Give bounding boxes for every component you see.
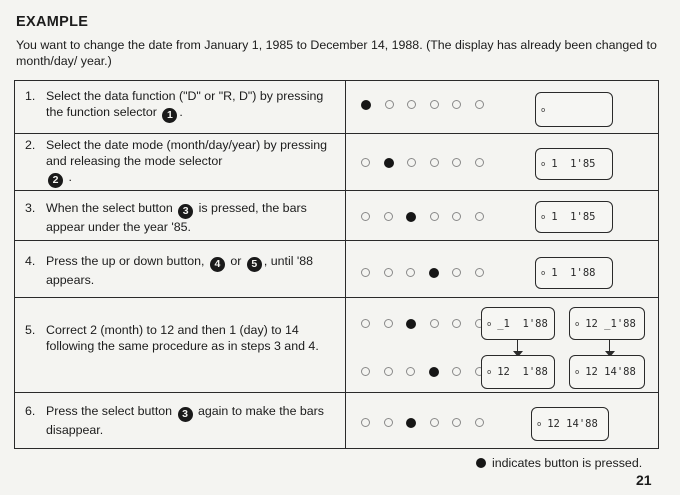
steps-table — [14, 80, 659, 449]
button-pressed-dot — [429, 367, 439, 377]
step-text-part: or — [230, 254, 242, 268]
step-row-4 — [15, 241, 658, 298]
button-indicator-row — [361, 367, 497, 377]
lcd-display — [569, 355, 645, 389]
step-text-part: Press the up or down button, — [46, 254, 205, 268]
button-indicator-dot — [384, 319, 393, 328]
button-number-badge: 4 — [210, 257, 225, 272]
button-indicator-dot — [452, 212, 461, 221]
button-indicator-row — [361, 212, 497, 222]
step-text-part: is pressed, the bars appear under the year '85. — [46, 201, 307, 234]
step-text — [46, 88, 335, 123]
display-point-icon: o — [541, 160, 546, 168]
button-indicator-row — [361, 418, 497, 428]
button-indicator-dot — [384, 418, 393, 427]
step-instruction — [25, 200, 335, 235]
display-readout: 1 1'85 — [551, 158, 596, 170]
step-text-part: again to make the bars disappear. — [46, 404, 325, 437]
button-indicator-dot — [361, 418, 370, 427]
button-number-badge: 5 — [247, 257, 262, 272]
button-indicator-dot — [430, 418, 439, 427]
step-text — [46, 403, 335, 438]
button-indicator-dot — [384, 268, 393, 277]
button-indicator-dot — [406, 268, 415, 277]
lcd-display — [535, 148, 613, 180]
lcd-display — [535, 201, 613, 233]
button-pressed-dot — [361, 100, 371, 110]
step-number: 4. — [25, 254, 36, 268]
step-text-part: Select the date mode (month/day/year) by pressing and releasing the mode selector — [46, 138, 328, 168]
step-number: 1. — [25, 89, 36, 103]
lcd-display — [535, 92, 613, 127]
button-indicator-dot — [475, 158, 484, 167]
button-indicator-dot — [407, 158, 416, 167]
display-point-icon: o — [541, 105, 546, 114]
lcd-display — [569, 307, 645, 340]
button-indicator-dot — [475, 268, 484, 277]
step-number: 3. — [25, 201, 36, 215]
button-number-badge: 1 — [162, 108, 177, 123]
example-heading: EXAMPLE — [16, 14, 89, 30]
button-indicator-dot — [361, 158, 370, 167]
display-readout: 12 _1'88 — [585, 317, 636, 330]
button-indicator-dot — [406, 367, 415, 376]
step-text — [46, 200, 335, 235]
step-text-part: . — [68, 170, 72, 184]
button-indicator-dot — [452, 367, 461, 376]
button-indicator-dot — [452, 418, 461, 427]
button-indicator-dot — [430, 212, 439, 221]
step-instruction — [25, 137, 335, 188]
step-text-part: Press the select button — [46, 404, 173, 418]
button-pressed-dot — [384, 158, 394, 168]
display-point-icon: o — [575, 368, 580, 376]
step-text-part: . — [179, 105, 183, 119]
button-indicator-dot — [430, 319, 439, 328]
button-indicator-dot — [475, 100, 484, 109]
pressed-dot-icon — [476, 458, 486, 468]
step-number: 2. — [25, 138, 36, 152]
step-row-2 — [15, 134, 658, 191]
display-point-icon: o — [575, 319, 580, 328]
button-indicator-row — [361, 268, 497, 278]
button-indicator-dot — [361, 367, 370, 376]
button-indicator-dot — [452, 100, 461, 109]
intro-text: You want to change the date from January 1, 1985 to December 14, 1988. (The display has already been changed to month/day/ year.) — [16, 38, 657, 68]
button-number-badge: 3 — [178, 204, 193, 219]
button-indicator-dot — [361, 319, 370, 328]
step-text — [46, 253, 335, 288]
display-readout: _1 1'88 — [497, 317, 548, 330]
button-indicator-dot — [430, 100, 439, 109]
button-pressed-dot — [406, 418, 416, 428]
legend-text: indicates button is pressed. — [492, 456, 643, 470]
step-text: Correct 2 (month) to 12 and then 1 (day) to 14 following the same procedure as in steps 3 and 4. — [46, 323, 319, 353]
lcd-display — [481, 307, 555, 340]
button-number-badge: 3 — [178, 407, 193, 422]
button-indicator-dot — [452, 158, 461, 167]
button-indicator-dot — [452, 268, 461, 277]
button-pressed-dot — [429, 268, 439, 278]
step-row-3 — [15, 191, 658, 241]
button-indicator-dot — [384, 367, 393, 376]
step-number: 6. — [25, 404, 36, 418]
button-pressed-dot — [406, 212, 416, 222]
step-text-part: Select the data function ("D" or "R, D") by pressing the function selector — [46, 89, 324, 119]
button-pressed-dot — [406, 319, 416, 329]
step-instruction — [25, 322, 335, 354]
button-indicator-dot — [475, 212, 484, 221]
display-readout: 12 14'88 — [547, 418, 598, 430]
step-text-part: When the select button — [46, 201, 173, 215]
button-indicator-row — [361, 100, 497, 110]
lcd-display — [531, 407, 609, 441]
display-point-icon: o — [541, 269, 546, 277]
page-number: 21 — [636, 472, 652, 488]
display-readout: 12 1'88 — [497, 366, 548, 378]
button-indicator-dot — [361, 212, 370, 221]
step-text-part: , until '88 appears. — [46, 254, 314, 287]
legend — [476, 456, 642, 470]
step-instruction — [25, 253, 335, 288]
step-text — [46, 137, 335, 188]
display-point-icon: o — [537, 420, 542, 428]
button-indicator-dot — [452, 319, 461, 328]
lcd-display — [535, 257, 613, 289]
display-readout: 1 1'85 — [551, 211, 596, 223]
display-readout: 12 14'88 — [585, 366, 636, 378]
step-instruction — [25, 88, 335, 123]
button-indicator-dot — [475, 418, 484, 427]
step-instruction — [25, 403, 335, 438]
button-indicator-dot — [407, 100, 416, 109]
button-indicator-row — [361, 319, 497, 329]
display-readout: 1 1'88 — [551, 267, 596, 279]
button-indicator-dot — [385, 100, 394, 109]
button-indicator-dot — [430, 158, 439, 167]
step-row-5 — [15, 298, 658, 393]
step-number: 5. — [25, 323, 36, 337]
display-point-icon: o — [541, 213, 546, 221]
display-point-icon: o — [487, 319, 492, 328]
step-row-1 — [15, 81, 658, 134]
display-point-icon: o — [487, 368, 492, 376]
button-indicator-dot — [384, 212, 393, 221]
lcd-display — [481, 355, 555, 389]
step-row-6 — [15, 393, 658, 450]
button-number-badge: 2 — [48, 173, 63, 188]
button-indicator-row — [361, 158, 497, 168]
button-indicator-dot — [361, 268, 370, 277]
